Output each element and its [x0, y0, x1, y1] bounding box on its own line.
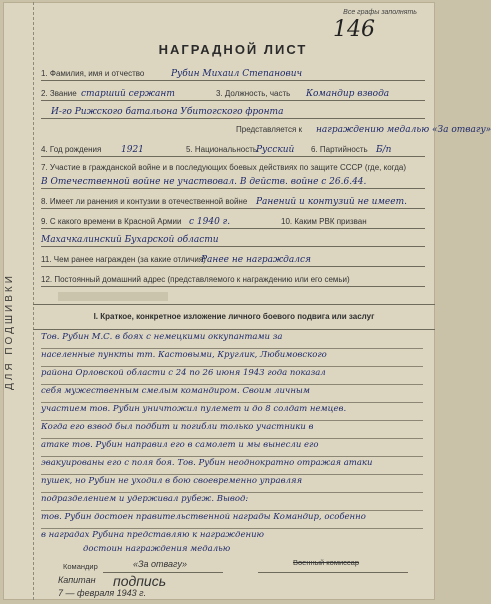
- field-position-label: 3. Должность, часть: [216, 89, 291, 98]
- body-line: в наградах Рубина представляю к награждению: [41, 530, 265, 540]
- presented-row: [41, 118, 491, 136]
- field-birth-label: 4. Год рождения: [41, 145, 102, 154]
- field-army-label: 9. С какого времени в Красной Армии: [41, 217, 182, 226]
- section-title: I. Краткое, конкретное изложение личного боевого подвига или заслуг: [33, 304, 435, 330]
- field-wounds-label: 8. Имеет ли ранения и контузии в отечественной войне: [41, 197, 248, 206]
- award-sheet: [3, 2, 491, 600]
- field-birth-value: 1921: [121, 145, 144, 155]
- field-address-row: [41, 268, 425, 287]
- commissar-sign-line: [258, 572, 408, 573]
- field-rank-row: [41, 82, 425, 101]
- body-line: подразделением и удерживал рубеж. Вывод:: [41, 494, 423, 511]
- field-rvk-label: 10. Каким РВК призван: [281, 217, 367, 226]
- field-name-label: 1. Фамилия, имя и отчество: [41, 69, 145, 78]
- presented-value: награждению медалью «За отвагу»: [316, 125, 491, 135]
- field-rvk-value: Махачкалинский Бухарской области: [41, 235, 219, 245]
- field-awards-value: Ранее не награждался: [201, 255, 311, 265]
- field-position-cont-row: [41, 100, 425, 119]
- binding-margin: [3, 2, 34, 600]
- body-line: эвакуированы его с поля боя. Тов. Рубин неоднократно отражая атаки: [41, 458, 423, 475]
- field-wounds-row: [41, 190, 425, 209]
- field-address-label: 12. Постоянный домашний адрес (представляемого к награждению или его семьи): [41, 275, 350, 284]
- body-line: тов. Рубин достоен правительственной награды Командир, особенно: [41, 512, 423, 529]
- field-position-value: Командир взвода: [306, 89, 390, 99]
- field-birth-row: [41, 138, 425, 157]
- field-civil-war-value: В Отечественной войне не участвовал. В действ. войне с 26.6.44.: [41, 177, 367, 187]
- body-line: пушек, но Рубин не уходил в бою своевременно управляя: [41, 476, 423, 493]
- field-wounds-value: Ранений и контузий не имеет.: [256, 197, 407, 207]
- field-army-row: [41, 210, 425, 229]
- body-line: участием тов. Рубин уничтожил пулемет и до 8 солдат немцев.: [41, 404, 423, 421]
- commissar-label: Военный комиссар: [293, 558, 360, 567]
- field-awards-label: 11. Чем ранее награжден (за какие отличия): [41, 255, 206, 264]
- field-party-label: 6. Партийность: [311, 145, 368, 154]
- field-name-value: Рубин Михаил Степанович: [171, 69, 303, 79]
- stamp-number: 146: [333, 17, 375, 42]
- field-rvk-row: [41, 228, 425, 247]
- field-rank-label: 2. Звание: [41, 89, 77, 98]
- field-rank-value: старший сержант: [81, 89, 175, 99]
- body-line: достоин награждения медалью: [83, 544, 231, 554]
- field-civil-war-row: [41, 170, 425, 189]
- document-title: НАГРАДНОЙ ЛИСТ: [158, 42, 308, 57]
- field-party-value: Б/п: [376, 145, 392, 155]
- redacted-area: [58, 292, 168, 301]
- field-name-row: [41, 62, 425, 81]
- field-awards-row: [41, 248, 425, 267]
- captain-label: Капитан: [58, 575, 96, 585]
- body-line: района Орловской области с 24 по 26 июня 1943 года показал: [41, 368, 423, 385]
- presented-label: Представляется к: [236, 125, 303, 134]
- field-army-value: с 1940 г.: [189, 217, 231, 227]
- field-nationality-label: 5. Национальность: [186, 145, 258, 154]
- corner-note: Все графы заполнять: [343, 9, 417, 16]
- commander-value: «За отвагу»: [133, 559, 187, 569]
- body-line: Когда его взвод был подбит и погибли только участники в: [41, 422, 423, 439]
- body-line: населенные пункты тт. Кастовыми, Круглик, Любимовского: [41, 350, 423, 367]
- captain-signature: подпись: [113, 573, 167, 589]
- field-position-cont: И-го Рижского батальона Убитогского фронта: [51, 107, 284, 117]
- field-civil-war-label: 7. Участие в гражданской войне и в последующих боевых действиях по защите СССР (где, когда): [41, 163, 406, 172]
- field-nationality-value: Русский: [256, 145, 295, 155]
- body-line: атаке тов. Рубин направил его в самолет и мы вынесли его: [41, 440, 423, 457]
- document-date: 7 — февраля 1943 г.: [58, 588, 147, 598]
- commander-label: Командир: [63, 562, 98, 571]
- body-line: себя мужественным смелым командиром. Своим личным: [41, 386, 423, 403]
- body-line: Тов. Рубин М.С. в боях с немецкими оккупантами за: [41, 332, 423, 349]
- binding-label: ДЛЯ ПОДШИВКИ: [4, 273, 15, 391]
